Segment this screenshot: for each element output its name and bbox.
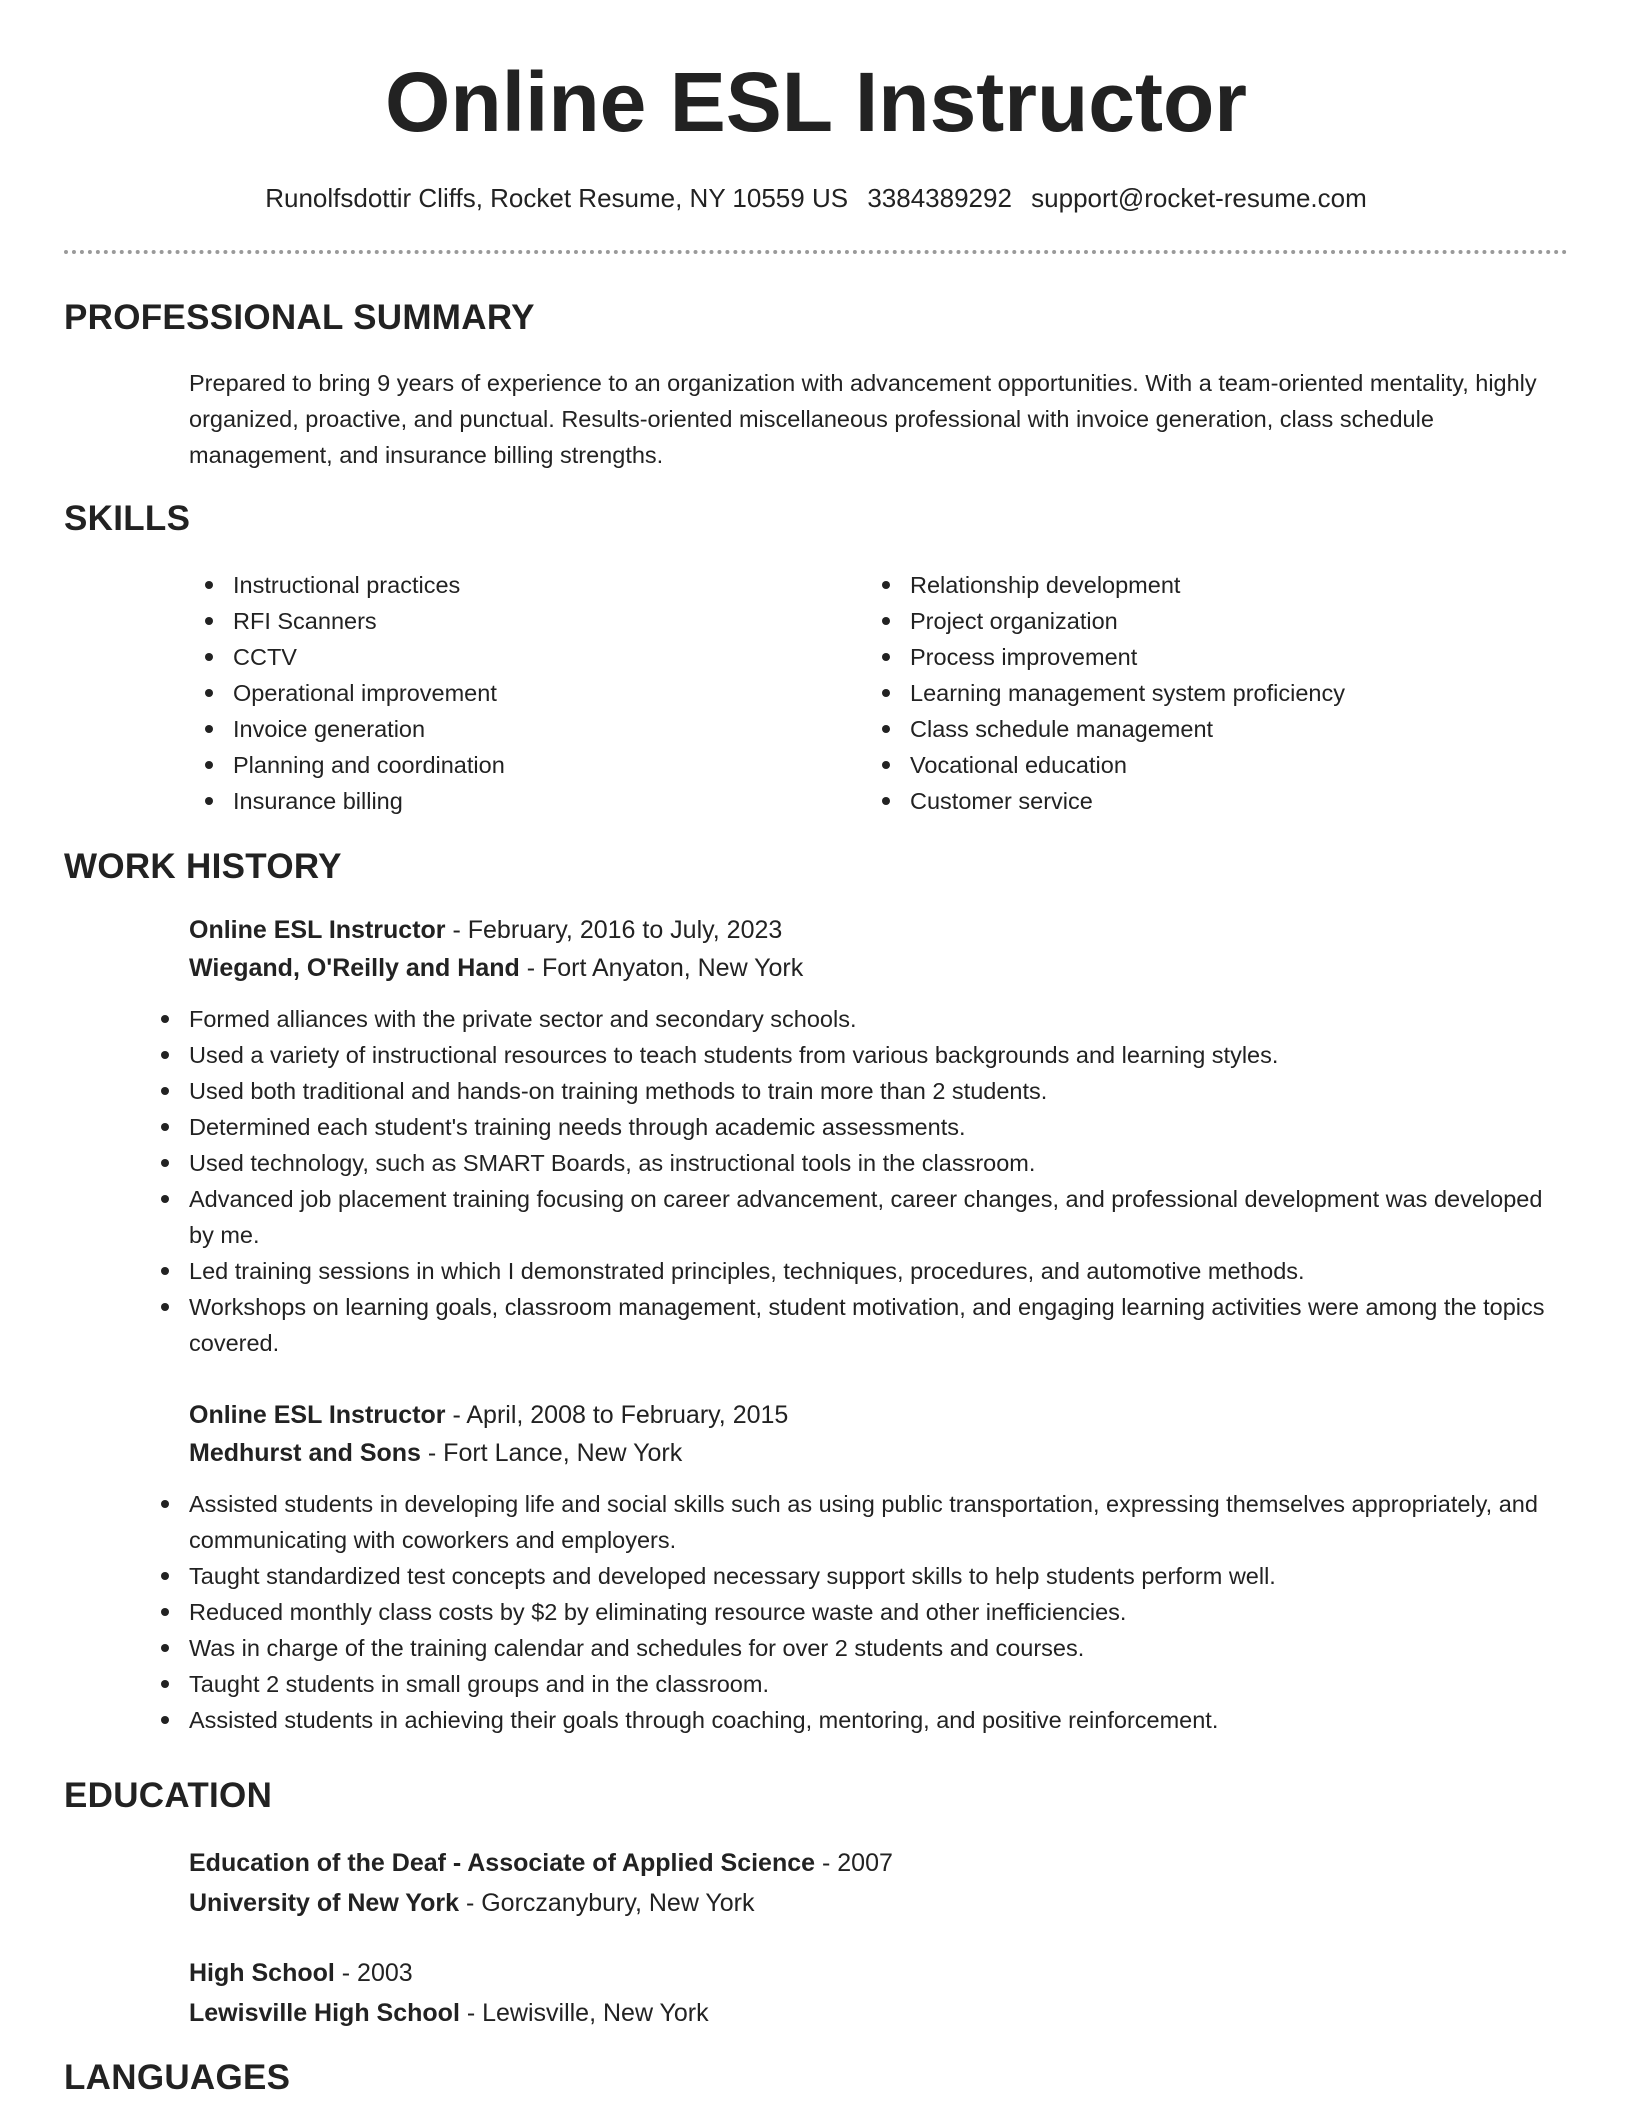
skill-item: Customer service: [910, 783, 1345, 819]
job-bullet: Used both traditional and hands-on training methods to train more than 2 students.: [145, 1073, 1569, 1109]
education-degree: Education of the Deaf - Associate of Applied Science: [189, 1849, 816, 1877]
skill-item: Class schedule management: [910, 711, 1345, 747]
skill-item: Process improvement: [910, 639, 1345, 675]
skill-item: Relationship development: [910, 567, 1345, 603]
education-entry: [189, 1843, 1569, 1923]
job-dates: - April, 2008 to February, 2015: [445, 1401, 789, 1429]
skill-item: Operational improvement: [233, 675, 505, 711]
job-entry: [189, 1396, 1569, 1738]
job-bullet: Taught 2 students in small groups and in the classroom.: [145, 1666, 1569, 1702]
skill-item: Vocational education: [910, 747, 1345, 783]
job-location: - Fort Lance, New York: [420, 1439, 683, 1467]
job-location: - Fort Anyaton, New York: [519, 954, 804, 982]
skill-item: RFI Scanners: [233, 603, 505, 639]
job-bullet: Determined each student's training needs through academic assessments.: [145, 1109, 1569, 1145]
skill-item: Invoice generation: [233, 711, 505, 747]
education-school: Lewisville High School: [189, 1999, 460, 2027]
job-bullet: Used a variety of instructional resources to teach students from various backgrounds and learning styles.: [145, 1037, 1569, 1073]
education-degree: High School: [189, 1959, 335, 1987]
skill-item: Insurance billing: [233, 783, 505, 819]
education-school-line: [189, 1883, 1569, 1923]
work-history-heading: WORK HISTORY: [64, 847, 342, 886]
education-location: - Gorczanybury, New York: [459, 1889, 755, 1917]
skill-item: Planning and coordination: [233, 747, 505, 783]
skill-item: CCTV: [233, 639, 505, 675]
skill-item: Project organization: [910, 603, 1345, 639]
job-bullet: Led training sessions in which I demonstrated principles, techniques, procedures, and automotive methods.: [145, 1253, 1569, 1289]
job-bullet: Assisted students in developing life and social skills such as using public transportation, expressing themselves appropriately, and communicating with coworkers and employers.: [145, 1486, 1569, 1558]
skill-item: Learning management system proficiency: [910, 675, 1345, 711]
job-entry: [189, 911, 1569, 1361]
job-company: Medhurst and Sons: [189, 1439, 421, 1467]
contact-line: [0, 180, 1632, 216]
summary-heading: PROFESSIONAL SUMMARY: [64, 298, 535, 337]
education-degree-line: [189, 1843, 1569, 1883]
education-entry: [189, 1953, 1569, 2033]
job-bullets: [145, 1001, 1569, 1361]
job-company-line: [189, 949, 1569, 987]
contact-address: Runolfsdottir Cliffs, Rocket Resume, NY 10559 US: [265, 183, 849, 213]
job-title-line: [189, 1396, 1569, 1434]
job-bullet: Workshops on learning goals, classroom management, student motivation, and engaging learning activities were among the topics covered.: [145, 1289, 1569, 1361]
job-dates: - February, 2016 to July, 2023: [445, 916, 783, 944]
job-bullet: Reduced monthly class costs by $2 by eliminating resource waste and other inefficiencies.: [145, 1594, 1569, 1630]
skills-list-right: [866, 567, 1345, 819]
skills-list-left: [189, 567, 505, 819]
job-company-line: [189, 1434, 1569, 1472]
education-year: - 2003: [334, 1959, 413, 1987]
skill-item: Instructional practices: [233, 567, 505, 603]
education-heading: EDUCATION: [64, 1776, 273, 1815]
contact-email: support@rocket-resume.com: [1031, 183, 1367, 213]
education-degree-line: [189, 1953, 1569, 1993]
job-company: Wiegand, O'Reilly and Hand: [189, 954, 520, 982]
job-bullets: [145, 1486, 1569, 1738]
job-role: Online ESL Instructor: [189, 1401, 446, 1429]
skills-heading: SKILLS: [64, 499, 191, 538]
job-bullet: Taught standardized test concepts and developed necessary support skills to help students perform well.: [145, 1558, 1569, 1594]
job-role: Online ESL Instructor: [189, 916, 446, 944]
job-bullet: Advanced job placement training focusing on career advancement, career changes, and professional development was developed by me.: [145, 1181, 1569, 1253]
job-bullet: Was in charge of the training calendar and schedules for over 2 students and courses.: [145, 1630, 1569, 1666]
job-bullet: Used technology, such as SMART Boards, as instructional tools in the classroom.: [145, 1145, 1569, 1181]
header-divider: [64, 250, 1568, 254]
summary-text: Prepared to bring 9 years of experience to an organization with advancement opportunities. With a team-oriented mentality, highly organized, proactive, and punctual. Results-oriented miscellaneous professional with invoice generation, class schedule management, and insurance billing strengths.: [189, 370, 1537, 468]
job-bullet: Formed alliances with the private sector and secondary schools.: [145, 1001, 1569, 1037]
job-bullet: Assisted students in achieving their goals through coaching, mentoring, and positive reinforcement.: [145, 1702, 1569, 1738]
education-location: - Lewisville, New York: [459, 1999, 709, 2027]
education-year: - 2007: [815, 1849, 893, 1877]
education-school: University of New York: [189, 1889, 459, 1917]
job-title-line: [189, 911, 1569, 949]
resume-name: Online ESL Instructor: [385, 55, 1247, 149]
contact-phone: 3384389292: [867, 183, 1012, 213]
education-school-line: [189, 1993, 1569, 2033]
languages-heading: LANGUAGES: [64, 2058, 291, 2097]
